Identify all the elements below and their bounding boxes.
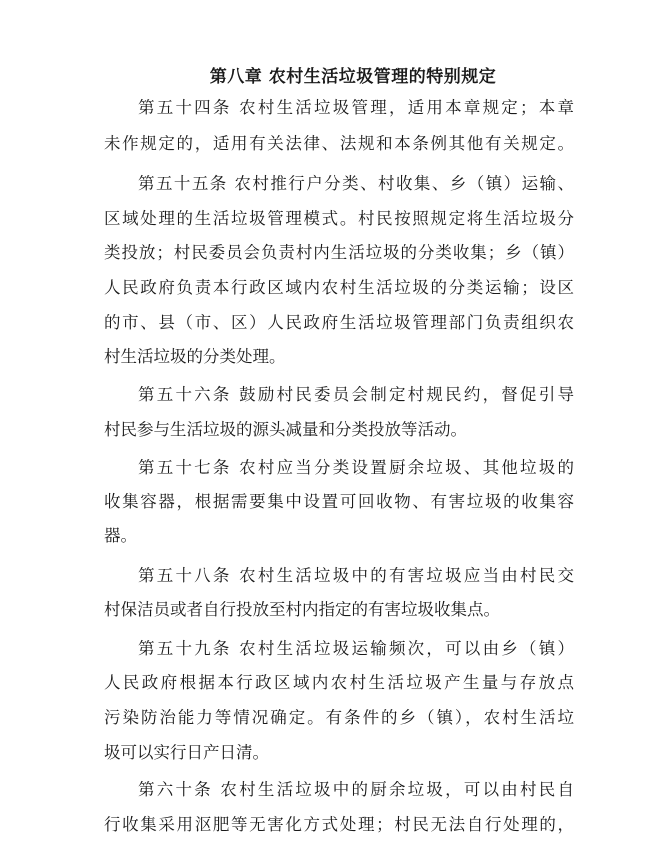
text-line: 行收集采用沤肥等无害化方式处理；村民无法自行处理的， — [104, 815, 574, 834]
text-line: 第五十七条 农村应当分类设置厨余垃圾、其他垃圾的 — [138, 458, 574, 477]
chapter-title: 第八章 农村生活垃圾管理的特别规定 — [209, 67, 497, 87]
text-line: 的市、县（市、区）人民政府生活垃圾管理部门负责组织农 — [104, 313, 574, 332]
text-line: 第五十八条 农村生活垃圾中的有害垃圾应当由村民交 — [138, 566, 574, 585]
text-line: 未作规定的，适用有关法律、法规和本条例其他有关规定。 — [104, 134, 574, 153]
text-line: 第六十条 农村生活垃圾中的厨余垃圾，可以由村民自 — [138, 780, 574, 799]
text-line: 村生活垃圾的分类处理。 — [104, 347, 286, 366]
text-line: 第五十四条 农村生活垃圾管理，适用本章规定；本章 — [138, 98, 574, 117]
text-line: 污染防治能力等情况确定。有条件的乡（镇），农村生活垃 — [104, 708, 574, 727]
text-line: 人民政府负责本行政区域内农村生活垃圾的分类运输；设区 — [104, 278, 574, 297]
text-line: 第五十五条 农村推行户分类、村收集、乡（镇）运输、 — [138, 174, 574, 193]
text-line: 第五十九条 农村生活垃圾运输频次，可以由乡（镇） — [138, 639, 574, 658]
text-line: 村保洁员或者自行投放至村内指定的有害垃圾收集点。 — [104, 600, 500, 619]
text-line: 村民参与生活垃圾的源头减量和分类投放等活动。 — [104, 420, 467, 439]
text-line: 器。 — [104, 526, 137, 545]
text-line: 人民政府根据本行政区域内农村生活垃圾产生量与存放点 — [104, 673, 574, 692]
text-line: 类投放；村民委员会负责村内生活垃圾的分类收集；乡（镇） — [104, 243, 574, 262]
text-line: 圾可以实行日产日清。 — [104, 743, 269, 762]
text-line: 区域处理的生活垃圾管理模式。村民按照规定将生活垃圾分 — [104, 209, 574, 228]
text-line: 第五十六条 鼓励村民委员会制定村规民约，督促引导 — [138, 385, 574, 404]
text-line: 收集容器，根据需要集中设置可回收物、有害垃圾的收集容 — [104, 492, 574, 511]
